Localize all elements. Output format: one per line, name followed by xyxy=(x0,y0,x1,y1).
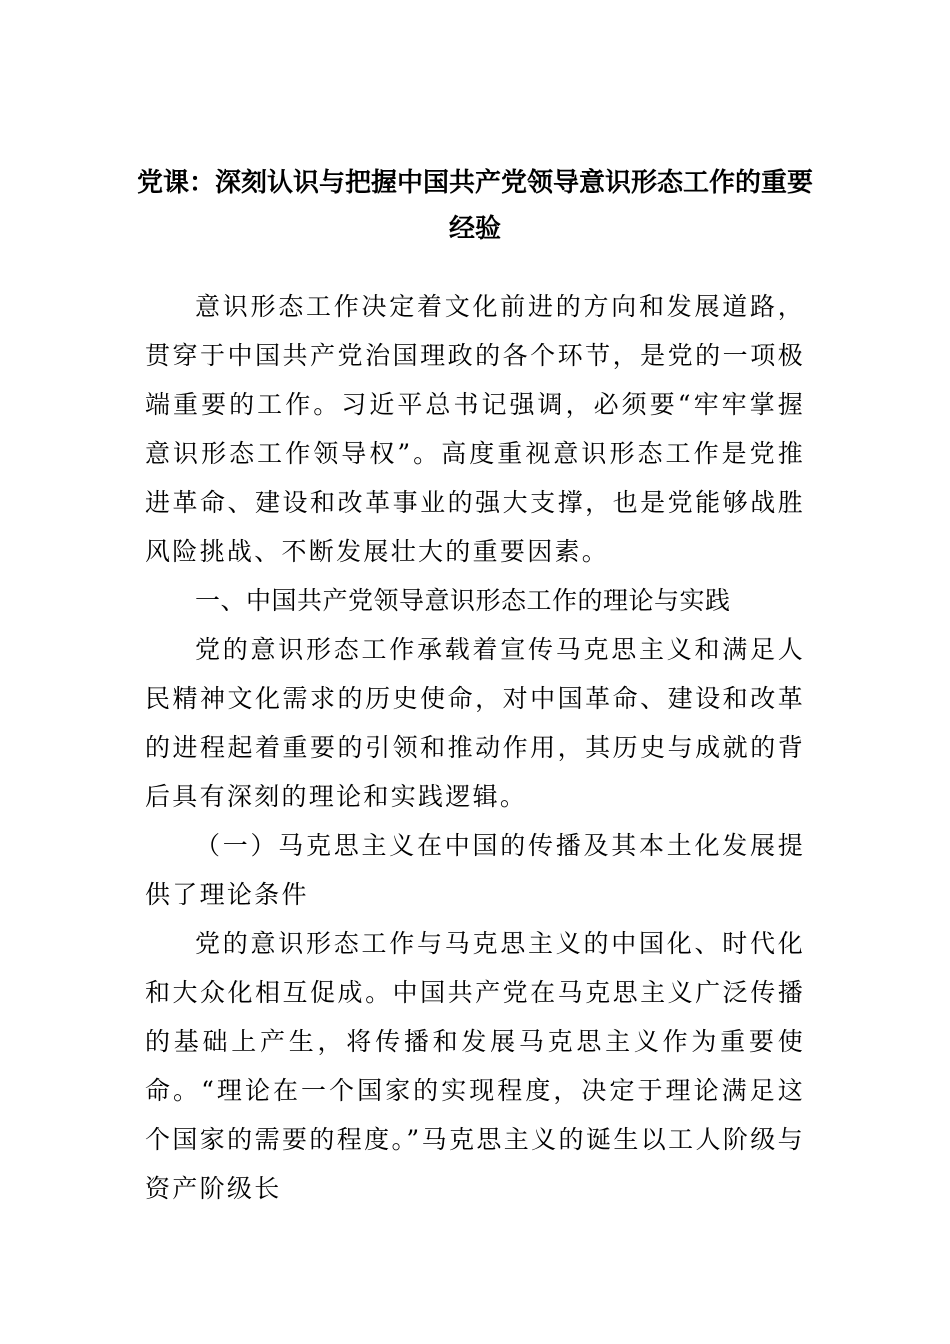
intro-paragraph: 意识形态工作决定着文化前进的方向和发展道路，贯穿于中国共产党治国理政的各个环节，是党的一项极端重要的工作。习近平总书记强调，必须要“牢牢掌握意识形态工作领导权”。高度重视意识形态工作是党推进革命、建设和改革事业的强大支撑，也是党能够战胜风险挑战、不断发展壮大的重要因素。 xyxy=(145,292,805,566)
subsection-heading-1: （一）马克思主义在中国的传播及其本土化发展提供了理论条件 xyxy=(145,831,805,909)
document-page xyxy=(136,160,813,1213)
subsection-1-paragraph: 党的意识形态工作与马克思主义的中国化、时代化和大众化相互促成。中国共产党在马克思主义广泛传播的基础上产生，将传播和发展马克思主义作为重要使命。“理论在一个国家的实现程度，决定于理论满足这个国家的需要的程度。”马克思主义的诞生以工人阶级与资产阶级长 xyxy=(145,929,805,1203)
document-title: 党课：深刻认识与把握中国共产党领导意识形态工作的重要经验 xyxy=(136,168,813,244)
section-1-paragraph: 党的意识形态工作承载着宣传马克思主义和满足人民精神文化需求的历史使命，对中国革命、建设和改革的进程起着重要的引领和推动作用，其历史与成就的背后具有深刻的理论和实践逻辑。 xyxy=(145,635,805,811)
section-heading-1: 一、中国共产党领导意识形态工作的理论与实践 xyxy=(195,586,731,615)
